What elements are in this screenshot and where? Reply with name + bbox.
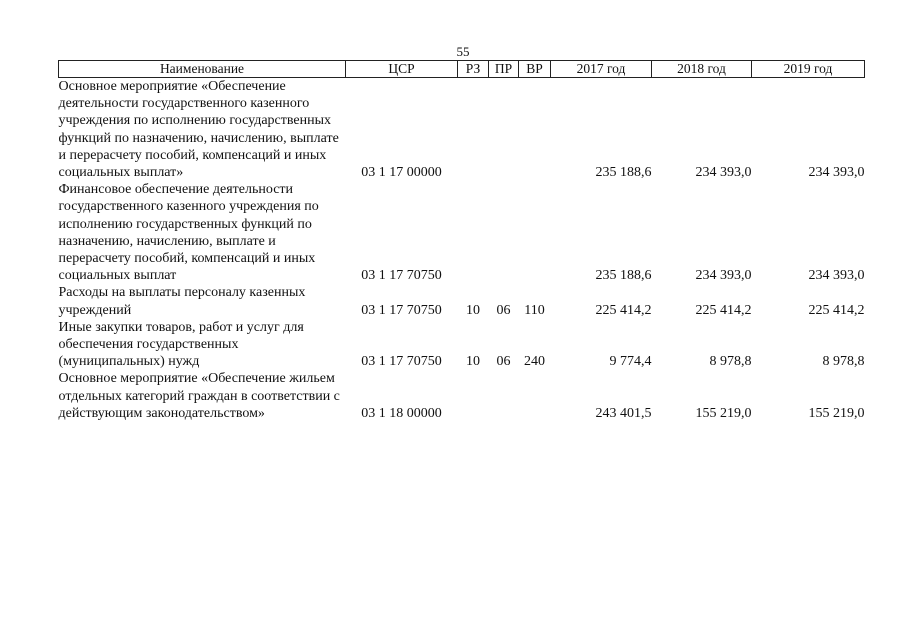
row-vr xyxy=(519,78,551,182)
row-pr xyxy=(489,78,519,182)
row-rz xyxy=(458,78,489,182)
row-rz xyxy=(458,370,489,422)
row-2017: 235 188,6 xyxy=(595,165,652,181)
header-row xyxy=(59,61,865,78)
row-csr: 03 1 17 70750 xyxy=(361,302,442,318)
header-2017: 2017 год xyxy=(551,61,652,78)
row-vr xyxy=(519,370,551,422)
row-rz: 10 xyxy=(466,302,480,318)
row-2017: 235 188,6 xyxy=(595,268,652,284)
row-2018: 234 393,0 xyxy=(695,165,752,181)
header-name: Наименование xyxy=(59,61,346,78)
table-row xyxy=(59,181,865,284)
header-rz: РЗ xyxy=(458,61,489,78)
row-2019: 155 219,0 xyxy=(808,405,865,421)
row-name: Основное мероприятие «Обеспечение деятельности государственного казенного учреждения по исполнению государственных функций по назначению, начислению, выплате и перерасчету пособий, компенсаций и иных социальных выплат» xyxy=(58,79,339,181)
row-2019: 225 414,2 xyxy=(808,302,865,318)
table-row xyxy=(59,284,865,318)
header-2018: 2018 год xyxy=(652,61,752,78)
row-2018: 234 393,0 xyxy=(695,268,752,284)
row-rz xyxy=(458,181,489,284)
row-name: Основное мероприятие «Обеспечение жильем отдельных категорий граждан в соответствии с действующим законодательством» xyxy=(58,371,340,421)
header-2019: 2019 год xyxy=(752,61,865,78)
header-pr: ПР xyxy=(489,61,519,78)
row-name: Иные закупки товаров, работ и услуг для обеспечения государственных (муниципальных) нужд xyxy=(58,319,304,370)
row-name: Финансовое обеспечение деятельности государственного казенного учреждения по исполнению государственных функций по назначению, начислению, выплате и перерасчету пособий, компенсаций и иных социальных выплат xyxy=(58,182,319,284)
row-2017: 225 414,2 xyxy=(595,302,652,318)
row-csr: 03 1 17 70750 xyxy=(361,354,442,370)
row-2019: 8 978,8 xyxy=(822,354,865,370)
row-pr xyxy=(489,181,519,284)
row-2018: 8 978,8 xyxy=(709,354,752,370)
row-csr: 03 1 18 00000 xyxy=(361,405,442,421)
row-vr xyxy=(519,181,551,284)
row-pr: 06 xyxy=(496,354,511,370)
row-name: Расходы на выплаты персоналу казенных учреждений xyxy=(58,285,306,318)
row-vr: 240 xyxy=(524,354,545,370)
row-pr xyxy=(489,370,519,422)
header-vr: ВР xyxy=(519,61,551,78)
table-row xyxy=(59,319,865,371)
row-2019: 234 393,0 xyxy=(808,268,865,284)
row-2017: 243 401,5 xyxy=(595,405,652,421)
page-number: 55 xyxy=(456,44,470,59)
header-csr: ЦСР xyxy=(346,61,458,78)
row-csr: 03 1 17 00000 xyxy=(361,165,442,181)
row-pr: 06 xyxy=(496,302,511,318)
row-csr: 03 1 17 70750 xyxy=(361,268,442,284)
row-rz: 10 xyxy=(466,354,480,370)
table-row xyxy=(59,78,865,182)
row-2019: 234 393,0 xyxy=(808,165,865,181)
row-vr: 110 xyxy=(524,302,545,318)
table-row xyxy=(59,370,865,422)
row-2017: 9 774,4 xyxy=(609,354,652,370)
budget-table xyxy=(58,60,865,422)
row-2018: 155 219,0 xyxy=(695,405,752,421)
row-2018: 225 414,2 xyxy=(695,302,752,318)
